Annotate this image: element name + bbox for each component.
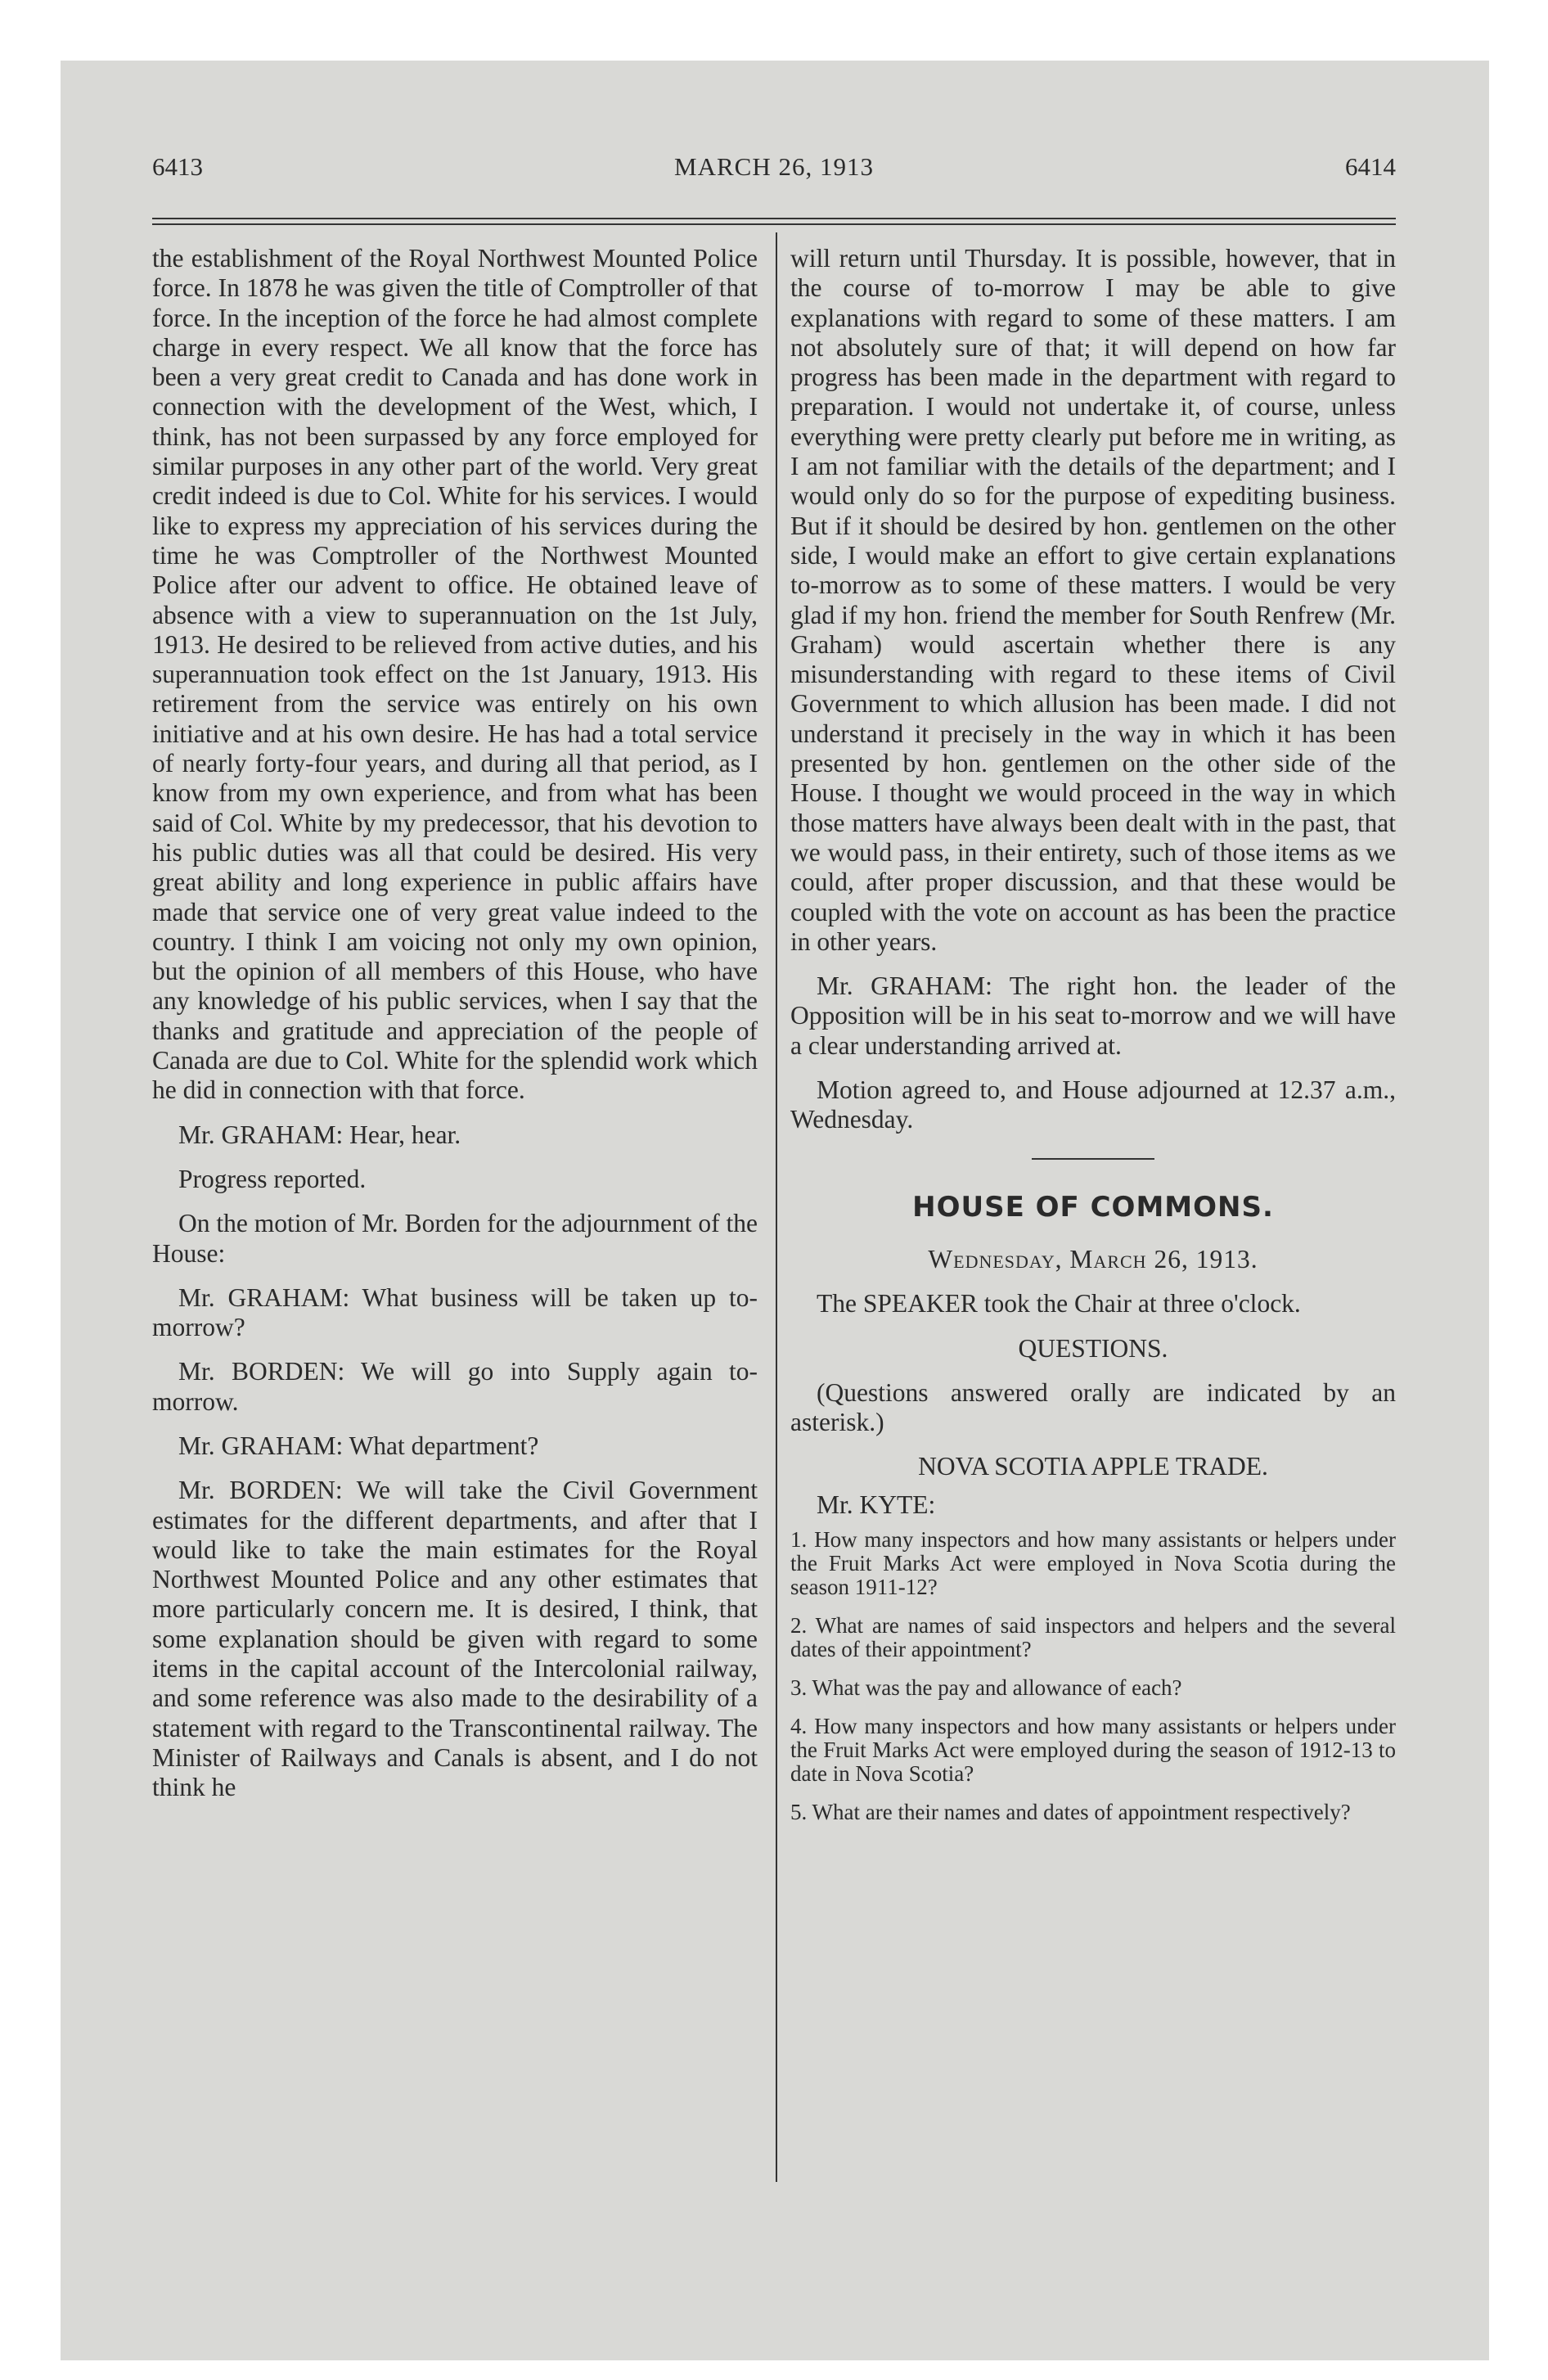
page-number-right: 6414	[1345, 152, 1396, 181]
hansard-page	[152, 152, 1396, 2280]
speaker-line: The SPEAKER took the Chair at three o'clock.	[817, 1289, 1301, 1318]
paragraph: Progress reported.	[178, 1164, 367, 1193]
paragraph: Mr. GRAHAM: What department?	[178, 1431, 539, 1460]
question-item: 1. How many inspectors and how many assistants or helpers under the Fruit Marks Act were employed in Nova Scotia during the season 1911-12?	[790, 1526, 1396, 1599]
left-column	[152, 244, 758, 1818]
question-item: 2. What are names of said inspectors and helpers and the several dates of their appointment?	[790, 1612, 1396, 1661]
asker: Mr. KYTE:	[817, 1490, 936, 1519]
questions-heading: QUESTIONS.	[1018, 1333, 1168, 1363]
paragraph: Mr. GRAHAM: Hear, hear.	[178, 1120, 461, 1149]
header-rule	[152, 218, 1396, 225]
paragraph: Mr. GRAHAM: What business will be taken up to-morrow?	[152, 1282, 758, 1342]
section-divider	[1032, 1158, 1154, 1160]
column-divider	[776, 232, 777, 2182]
page-number-left: 6413	[152, 152, 203, 181]
questions-note: (Questions answered orally are indicated by an asterisk.)	[790, 1377, 1396, 1437]
section-heading: NOVA SCOTIA APPLE TRADE.	[918, 1452, 1268, 1481]
paragraph: Mr. BORDEN: We will go into Supply again to-morrow.	[152, 1357, 758, 1416]
question-item: 5. What are their names and dates of appointment respectively?	[790, 1799, 1351, 1824]
right-column	[790, 244, 1396, 1839]
page-header	[152, 152, 1396, 185]
paragraph: Motion agreed to, and House adjourned at 12.37 a.m., Wednesday.	[790, 1075, 1396, 1134]
question-item: 4. How many inspectors and how many assistants or helpers under the Fruit Marks Act were employed during the season of 1912-13 to date in Nova Scotia?	[790, 1713, 1396, 1786]
paragraph: Mr. BORDEN: We will take the Civil Government estimates for the different departments, and after that I would like to take the main estimates for the Royal Northwest Mounted Police and any other estimates that more particularly concern me. It is desired, I think, that some explanation should be given with regard to some items in the capital account of the Intercolonial railway, and some reference was also made to the desirability of a statement with regard to the Transcontinental railway. The Minister of Railways and Canals is absent, and I do not think he	[152, 1476, 758, 1802]
sitting-date: Wednesday, March 26, 1913.	[928, 1244, 1258, 1273]
paragraph: On the motion of Mr. Borden for the adjournment of the House:	[152, 1209, 758, 1268]
header-date: MARCH 26, 1913	[674, 152, 874, 181]
paragraph: will return until Thursday. It is possible, however, that in the course of to-morrow I may be able to give explanations with regard to some of these matters. I am not absolutely sure of that; it will depend on how far progress has been made in the department with regard to preparation. I would not undertake it, of course, unless everything were pretty clearly put before me in writing, as I am not familiar with the details of the department; and I would only do so for the purpose of expediting business. But if it should be desired by hon. gentlemen on the other side, I would make an effort to give certain explanations to-morrow as to some of these matters. I would be very glad if my hon. friend the member for South Renfrew (Mr. Graham) would ascertain whether there is any misunderstanding with regard to these items of Civil Government to which allusion has been made. I did not understand it precisely in the way in which it has been presented by hon. gentlemen on the other side of the House. I thought we would proceed in the way in which those matters have always been dealt with in the past, that we would pass, in their entirety, such of those items as we could, after proper discussion, and that these would be coupled with the vote on account as has been the practice in other years.	[790, 244, 1396, 956]
paragraph: the establishment of the Royal Northwest Mounted Police force. In 1878 he was given the title of Comptroller of that force. In the inception of the force he had almost complete charge in every respect. We all know that the force has been a very great credit to Canada and has done work in connection with the development of the West, which, I think, has not been surpassed by any force employed for similar purposes in any other part of the world. Very great credit indeed is due to Col. White for his services. I would like to express my appreciation of his services during the time he was Comptroller of the Northwest Mounted Police after our advent to office. He obtained leave of absence with a view to superannuation on the 1st July, 1913. He desired to be relieved from active duties, and his superannuation took effect on the 1st January, 1913. His retirement from the service was entirely on his own initiative and at his own desire. He has had a total service of nearly forty-four years, and during all that period, as I know from my own experience, and from what has been said of Col. White by my predecessor, that his devotion to his public duties was all that could be desired. His very great ability and long experience in public affairs have made that service one of very great value indeed to the country. I think I am voicing not only my own opinion, but the opinion of all members of this House, who have any knowledge of his public services, when I say that the thanks and gratitude and appreciation of the people of Canada are due to Col. White for the splendid work which he did in connection with that force.	[152, 244, 758, 1105]
paragraph: Mr. GRAHAM: The right hon. the leader of the Opposition will be in his seat to-morrow and we will have a clear understanding arrived at.	[790, 971, 1396, 1060]
question-item: 3. What was the pay and allowance of each?	[790, 1675, 1182, 1700]
house-of-commons-title: HOUSE OF COMMONS.	[912, 1190, 1274, 1224]
